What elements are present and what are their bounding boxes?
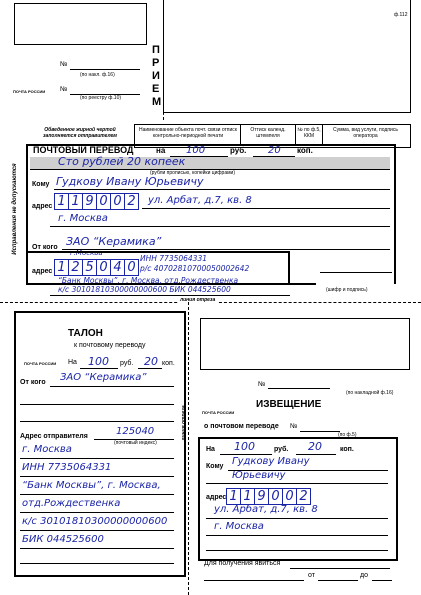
street-line [142,208,390,209]
notice-recipient-1: Гудкову Ивану [232,456,310,467]
notice-index-digit: 1 [229,489,238,504]
sender-index-digit-cell [82,259,97,276]
service-col-sep-2 [295,124,296,146]
kop-amount: 20 [268,145,281,156]
talon-from-label: От кого [20,379,46,386]
talon-subtitle: к почтовому переводу [74,342,146,349]
recipient-index-digit-cell [82,193,97,210]
stub-hint-register: (по реестру ф.10) [80,95,122,101]
talon-line-1: г. Москва [22,444,72,455]
rub-amount: 100 [186,145,206,156]
address-label: адрес [32,203,53,210]
city-line [50,226,390,227]
sender-bank: “Банк Москвы”, г. Москва, отд.Рождественка [58,276,239,285]
priem-vertical-text: П Р И Е М [152,44,162,108]
talon-sender: ЗАО “Керамика” [60,372,147,383]
recipient-city: г. Москва [58,213,108,224]
notice-kop-amount: 20 [308,440,322,453]
signature-hint: (шифр и подпись) [326,287,368,293]
money-order-title: ПОЧТОВЫЙ ПЕРЕВОД [33,145,134,155]
recipient-index-digit-cell [124,193,139,210]
sender-index-digit-cell [124,259,139,276]
notice-index-digit-cell [254,488,269,505]
recipient-index-digit: 9 [85,194,94,209]
talon-from-line [50,386,174,387]
notice-from: от [308,572,315,579]
talon-blank-line-1 [20,404,174,405]
notice-no2: № [290,423,298,430]
recipient-index-digit-cell [68,193,83,210]
sender-city: г.Москва [70,249,103,257]
to-label: Кому [32,181,50,188]
rub-label: руб. [230,146,247,155]
notice-index-digit-cell [226,488,241,505]
kop-label: коп. [297,146,313,155]
notice-appear-line [290,568,390,569]
stub-no-label-2: № [60,86,68,93]
notice-street: ул. Арбат, д.7, кв. 8 [214,504,318,515]
notice-city-line [206,535,388,536]
cut-line-label: линия отреза [180,297,216,303]
sender-index-digit-cell [68,259,83,276]
notice-date-line-3 [372,580,392,581]
talon-rule-3 [20,494,174,495]
notice-index-digit-cell [282,488,297,505]
amount-words-hint: (рубли прописью, копейки цифрами) [150,170,235,176]
notice-subtitle: о почтовом переводе [204,423,279,430]
filled-by-sender-note: Обведенное жирной чертой заполняется отправителем [43,127,117,139]
notice-appear: Для получения явиться [204,560,281,567]
sender-index-digit: 1 [57,260,66,275]
talon-line-6: БИК 044525600 [22,534,104,545]
notice-index-digit-cell [296,488,311,505]
notice-city: г. Москва [214,521,264,532]
sender-account: р/с 40702810700050002642 [140,264,250,273]
talon-kop-amount: 20 [144,355,158,368]
talon-rub: руб. [120,360,134,367]
amount-words: Сто рублей 20 копеек [58,155,186,168]
recipient-index-digit: 1 [71,194,80,209]
sender-index-digit-cell [110,259,125,276]
recipient-index-digit-cell [110,193,125,210]
stamp-box-top-right [163,0,411,113]
talon-na: На [68,359,77,366]
talon-rule-6 [20,548,174,549]
sender-index-digit-cell [54,259,69,276]
notice-no-line [268,388,330,389]
sender-line [62,249,390,250]
talon-logo: ПОЧТА РОССИИ [24,361,57,366]
service-col-sep-1 [240,124,241,146]
stub-line-1 [70,69,140,70]
stub-no-label-1: № [60,61,68,68]
sender-index-digit: 0 [127,260,136,275]
recipient-name: Гудкову Ивану Юрьевичу [56,175,204,188]
notice-index-digit: 0 [285,489,294,504]
vertical-cut-label: линия отреза [181,403,187,443]
no-corrections-label: Исправления не допускаются [12,163,18,255]
russian-post-logo: ПОЧТА РОССИИ [13,89,46,94]
talon-rule-5 [20,530,174,531]
notice-street-line [206,518,388,519]
vertical-cut-line [188,302,189,595]
form-code: ф.112 [394,12,408,18]
sender-index-digit: 5 [85,260,94,275]
sender-ks-line [50,295,290,296]
service-col-3: № по ф.5, ККМ [297,127,321,139]
recipient-index-digit: 2 [127,194,136,209]
notice-no-hint: (по накладной ф.16) [346,390,394,396]
notice-na: На [206,446,215,453]
recipient-index-digit-cell [96,193,111,210]
talon-blank-line-2 [20,421,174,422]
notice-to-line-2 [206,483,388,484]
sender-address-label: адрес [32,268,53,275]
notice-kop-line [296,454,336,455]
sender-index-digit-cell [96,259,111,276]
notice-kop: коп. [340,446,354,453]
talon-rub-amount: 100 [88,355,109,368]
notice-no2-line [300,431,340,432]
recipient-index-digit: 1 [57,194,66,209]
recipient-index-digit: 0 [113,194,122,209]
notice-address-label: адрес [206,494,227,501]
sender-inn: ИНН 7735064331 [140,254,207,263]
notice-blank-line [206,550,388,551]
talon-kop-line [138,368,162,369]
talon-rule-4 [20,512,174,513]
service-col-1: Наименование объекта почт. связи отписк контрольно-периодной печати [138,127,237,139]
talon-line-5: к/с 30101810300000000600 [22,516,168,527]
notice-rub-line [220,454,272,455]
notice-stamp-box [200,318,410,370]
notice-index-digit: 2 [299,489,308,504]
talon-rule-2 [20,476,174,477]
talon-line-4: отд.Рождественка [22,498,121,509]
from-label: От кого [32,244,58,251]
notice-no-label: № [258,381,266,388]
notice-index-digit-cell [268,488,283,505]
signature-line [320,272,392,273]
notice-index-digit-cell [240,488,255,505]
sender-name: ЗАО “Керамика” [66,235,162,248]
sender-index-digit: 0 [99,260,108,275]
notice-rub-amount: 100 [234,440,255,453]
talon-rule-7 [20,563,174,564]
recipient-line [54,189,390,190]
notice-index-digit: 1 [243,489,252,504]
notice-to-label: Кому [206,463,224,470]
notice-title: ИЗВЕЩЕНИЕ [256,399,322,410]
notice-index-digit: 9 [257,489,266,504]
recipient-index-digit-cell [54,193,69,210]
sender-ks: к/с 30101810300000000600 БИК 044525600 [58,285,231,294]
talon-line-2: ИНН 7735064331 [22,462,112,473]
talon-kop: коп. [162,360,175,367]
notice-date-line-1 [204,580,304,581]
notice-recipient-2: Юрьевичу [232,470,286,481]
money-order-na: на [156,146,166,155]
talon-postal-hint: (почтовый индекс) [114,440,157,446]
notice-rub: руб. [274,446,289,453]
talon-rule-1 [20,458,174,459]
notice-index-digit: 0 [271,489,280,504]
service-col-4: Сумма, вид услуги, подпись оператора [333,127,398,139]
notice-date-line-2 [318,580,358,581]
recipient-index-digit: 0 [99,194,108,209]
talon-address-label: Адрес отправителя [20,433,88,440]
sender-index-digit: 4 [113,260,122,275]
talon-postal-index: 125040 [116,426,155,437]
notice-logo: ПОЧТА РОССИИ [202,410,235,415]
recipient-street: ул. Арбат, д.7, кв. 8 [148,195,252,206]
sender-index-digit: 2 [71,260,80,275]
notice-f5: (по ф.5) [338,432,357,438]
talon-rub-line [80,368,118,369]
talon-line-3: “Банк Москвы”, г. Москва, [22,480,161,491]
service-col-2: Оттиск календ. штемпеля [250,127,286,139]
stub-hint-receipt: (по накл. ф.16) [80,72,115,78]
stamp-box-top-left [14,3,147,45]
talon-title: ТАЛОН [68,328,103,339]
notice-to: до [360,572,368,579]
